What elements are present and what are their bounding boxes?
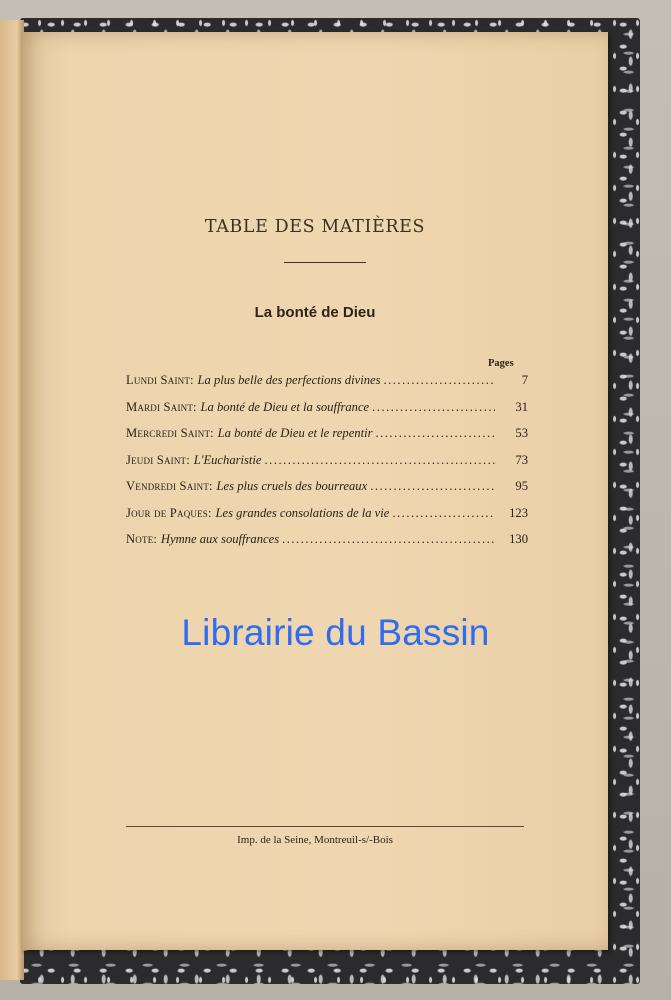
dot-leader — [383, 373, 495, 388]
dot-leader — [282, 532, 495, 547]
toc-page-number: 31 — [515, 399, 528, 414]
page-title: TABLE DES MATIÈRES — [204, 217, 426, 237]
toc-page-number: 95 — [515, 479, 528, 493]
toc-page-number: 73 — [515, 452, 528, 467]
toc-separator: : — [153, 532, 157, 546]
dot-leader — [375, 426, 495, 441]
toc-subject: La bonté de Dieu et la souffrance — [200, 399, 370, 414]
toc-day: Mercredi Saint — [126, 426, 211, 440]
toc-day: Vendredi Saint — [126, 479, 210, 493]
toc-day: Jeudi Saint — [126, 452, 187, 467]
toc-entry — [126, 426, 528, 453]
toc-subject: Hymne aux souffrances — [160, 532, 280, 546]
toc-day: Lundi Saint — [126, 373, 191, 387]
dot-leader — [392, 506, 495, 521]
toc-day: Note — [126, 532, 154, 546]
toc-separator: : — [186, 452, 190, 467]
toc-separator: : — [208, 505, 212, 520]
toc-entry — [126, 479, 528, 506]
previous-page-edge — [0, 20, 24, 980]
toc-subject: Les grandes consolations de la vie — [215, 505, 390, 520]
footer-rule — [126, 826, 524, 827]
toc-day: Jour de Paques — [126, 505, 209, 520]
toc-separator: : — [210, 426, 214, 440]
toc-entry — [126, 532, 528, 559]
toc-subject: La plus belle des perfections divines — [197, 373, 381, 387]
title-rule — [284, 262, 366, 263]
toc-page-number: 123 — [509, 505, 528, 520]
dot-leader — [370, 479, 495, 494]
toc-entry — [126, 506, 528, 533]
toc-entry — [126, 400, 528, 427]
watermark-text: Librairie du Bassin — [181, 612, 490, 653]
toc-separator: : — [193, 399, 197, 414]
toc-subject: La bonté de Dieu et le repentir — [217, 426, 373, 440]
toc-separator: : — [209, 479, 213, 493]
toc-page-number: 53 — [515, 426, 528, 440]
toc-subject: L'Eucharistie — [193, 452, 262, 467]
toc-separator: : — [190, 373, 194, 387]
toc-entry — [126, 373, 528, 400]
dot-leader — [265, 453, 495, 468]
dot-leader — [372, 400, 495, 415]
table-of-contents — [126, 373, 528, 559]
toc-entry — [126, 453, 528, 480]
printer-imprint: Imp. de la Seine, Montreuil-s/-Bois — [237, 834, 393, 846]
toc-subject: Les plus cruels des bourreaux — [216, 479, 368, 493]
pages-column-label: Pages — [488, 358, 514, 369]
toc-day: Mardi Saint — [126, 399, 194, 414]
section-title: La bonté de Dieu — [254, 304, 376, 321]
book-page — [22, 32, 608, 950]
toc-page-number: 7 — [521, 373, 528, 387]
toc-page-number: 130 — [509, 532, 528, 546]
